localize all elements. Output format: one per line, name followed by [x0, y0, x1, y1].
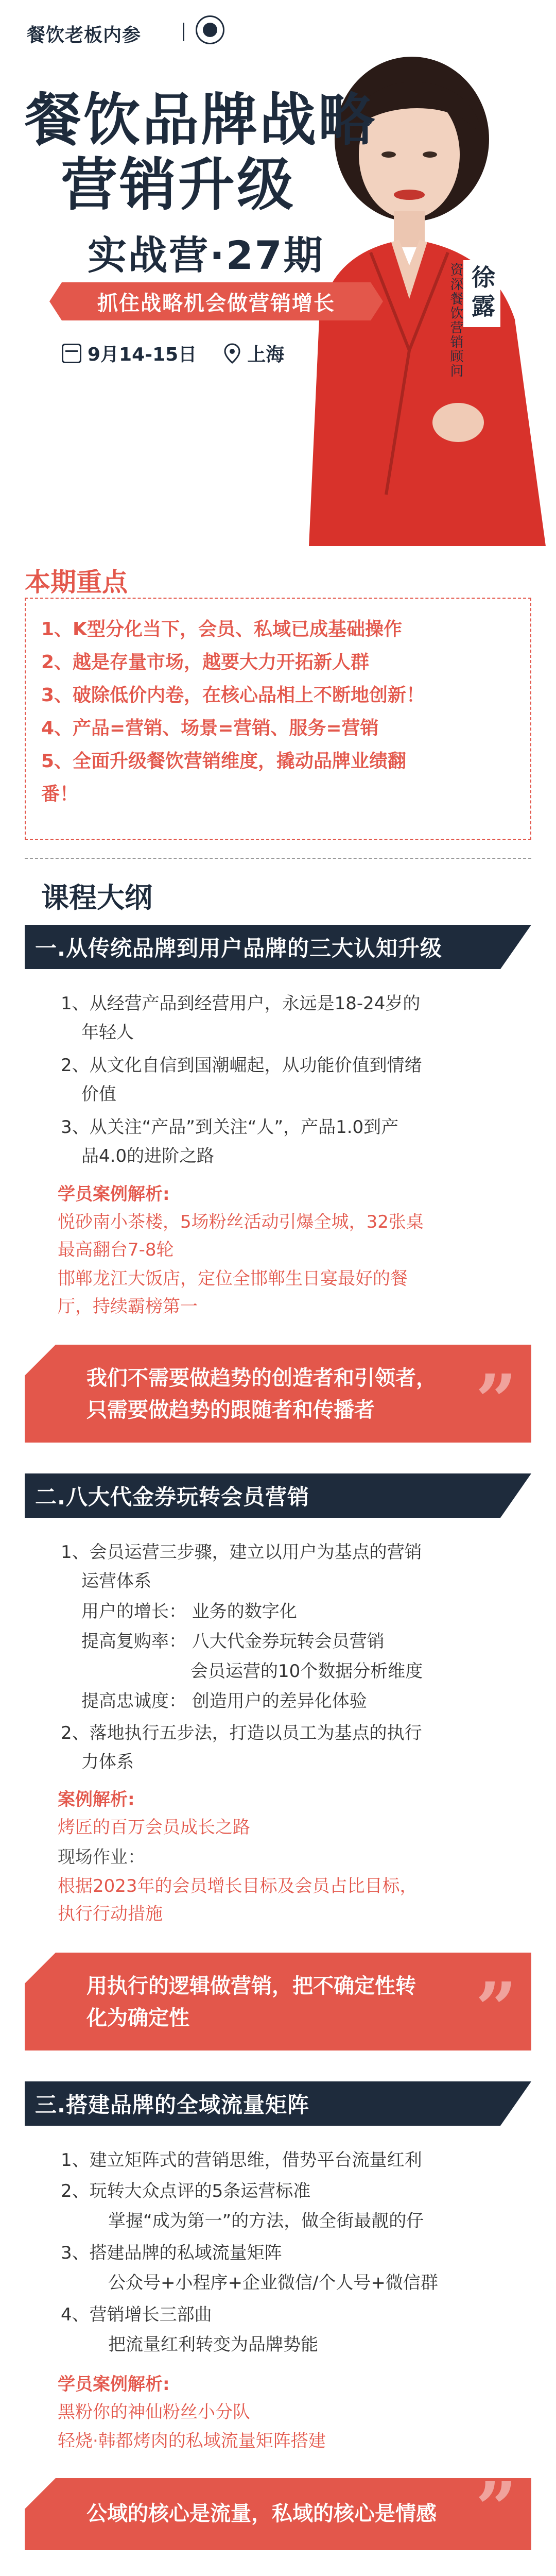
outline-line: 3、搭建品牌的私域流量矩阵: [61, 2243, 282, 2263]
location-pin-icon: [223, 343, 241, 364]
slogan-banner: [62, 282, 371, 320]
outline-line: 2、落地执行五步法，打造以员工为基点的执行: [61, 1723, 422, 1743]
outline-line: 提高忠诚度： 创造用户的差异化体验: [81, 1691, 367, 1711]
quote-box: [25, 1345, 531, 1443]
brand-name: 餐饮老板内参: [27, 25, 142, 46]
key-point-item: 2、越是存量市场，越要大力开拓新人群: [41, 652, 370, 673]
outline-line: 会员运营的10个数据分析维度: [190, 1661, 423, 1682]
event-location: 上海: [247, 344, 285, 365]
speaker-name: 徐露: [463, 260, 500, 327]
quote-mark-icon: ”: [475, 2467, 517, 2551]
case-heading: 学员案例解析:: [58, 2374, 170, 2395]
case-line: 厅，持续霸榜第一: [58, 1296, 198, 1317]
brand-divider: [183, 23, 184, 41]
quote-line: 公域的核心是流量，私域的核心是情感: [86, 2502, 437, 2526]
outline-line: 用户的增长： 业务的数字化: [81, 1601, 297, 1622]
section-2-title: 二.八大代金券玩转会员营销: [35, 1484, 309, 1510]
case-heading: 案例解析:: [58, 1789, 135, 1810]
hero-banner: [0, 0, 556, 546]
section-3-header: [25, 2081, 531, 2126]
event-meta: [62, 340, 284, 366]
quote-line: 我们不需要做趋势的创造者和引领者，: [86, 1366, 437, 1390]
quote-line: 化为确定性: [86, 2006, 189, 2030]
key-points-title: 本期重点: [25, 567, 128, 597]
case-line: 最高翻台7-8轮: [58, 1240, 174, 1260]
case-line: 黑粉你的神仙粉丝小分队: [58, 2402, 250, 2422]
key-point-item: 4、产品=营销、场景=营销、服务=营销: [41, 718, 379, 739]
outline-line: 3、从关注“产品”到关注“人”，产品1.0到产: [61, 1117, 399, 1138]
outline-line: 运营体系: [81, 1571, 151, 1591]
section-1-title: 一.从传统品牌到用户品牌的三大认知升级: [35, 936, 442, 961]
key-point-item: 番！: [41, 784, 79, 805]
hero-title: [25, 88, 377, 217]
hero-title-line2: 营销升级: [61, 152, 296, 218]
case-line: 根据2023年的会员增长目标及会员占比目标，: [58, 1876, 418, 1896]
key-point-item: 5、全面升级餐饮营销维度，撬动品牌业绩翻: [41, 751, 407, 772]
case-line: 邯郸龙江大饭店，定位全邯郸生日宴最好的餐: [58, 1268, 408, 1289]
brand-logo-icon: [196, 15, 224, 44]
section-2-header: [25, 1473, 531, 1518]
section-3-title: 三.搭建品牌的全域流量矩阵: [35, 2092, 309, 2117]
section-1-header: [25, 925, 531, 969]
case-line: 悦砂南小茶楼，5场粉丝活动引爆全城，32张桌: [58, 1212, 424, 1232]
quote-box: [25, 2467, 531, 2551]
key-point-item: 3、破除低价内卷，在核心品相上不断地创新！: [41, 685, 425, 706]
outline-line: 4、营销增长三部曲: [61, 2304, 212, 2325]
speaker-title: 资深餐饮营销顾问: [448, 263, 463, 378]
quote-mark-icon: ”: [475, 1359, 517, 1444]
hero-title-line1: 餐饮品牌战略: [25, 87, 377, 153]
outline-line: 公众号+小程序+企业微信/个人号+微信群: [108, 2273, 438, 2293]
quote-line: 用执行的逻辑做营销，把不确定性转: [86, 1974, 416, 1998]
outline-line: 力体系: [81, 1752, 134, 1772]
outline-line: 1、建立矩阵式的营销思维，借势平台流量红利: [61, 2150, 422, 2171]
case-line: 烤匠的百万会员成长之路: [58, 1817, 250, 1838]
calendar-icon: [62, 344, 81, 363]
section-divider: [25, 858, 531, 859]
outline-line: 1、会员运营三步骤，建立以用户为基点的营销: [61, 1542, 422, 1563]
case-line: 轻烧·韩都烤肉的私域流量矩阵搭建: [58, 2431, 326, 2451]
homework-heading: 现场作业：: [58, 1847, 145, 1868]
outline-line: 品4.0的进阶之路: [81, 1146, 215, 1166]
outline-line: 年轻人: [81, 1022, 134, 1043]
outline-line: 把流量红利转变为品牌势能: [108, 2334, 318, 2355]
outline-title: 课程大纲: [41, 882, 152, 914]
quote-box: [25, 1953, 531, 2050]
case-heading: 学员案例解析:: [58, 1184, 170, 1205]
slogan-text: 抓住战略机会做营销增长: [97, 291, 335, 315]
outline-line: 1、从经营产品到经营用户，永远是18-24岁的: [61, 993, 421, 1014]
event-date: 9月14-15日: [88, 344, 197, 365]
outline-line: 价值: [81, 1084, 116, 1105]
outline-line: 提高复购率： 八大代金券玩转会员营销: [81, 1631, 385, 1652]
outline-line: 掌握“成为第一”的方法，做全街最靓的仔: [108, 2211, 424, 2231]
case-line: 执行行动措施: [58, 1904, 163, 1924]
key-points-box: [25, 598, 531, 840]
quote-line: 只需要做趋势的跟随者和传播者: [86, 1398, 375, 1422]
quote-mark-icon: ”: [475, 1967, 517, 2052]
outline-line: 2、从文化自信到国潮崛起，从功能价值到情绪: [61, 1055, 422, 1076]
outline-line: 2、玩转大众点评的5条运营标准: [61, 2181, 311, 2201]
key-point-item: 1、K型分化当下，会员、私域已成基础操作: [41, 619, 402, 640]
camp-label: 实战营·27期: [88, 232, 324, 278]
